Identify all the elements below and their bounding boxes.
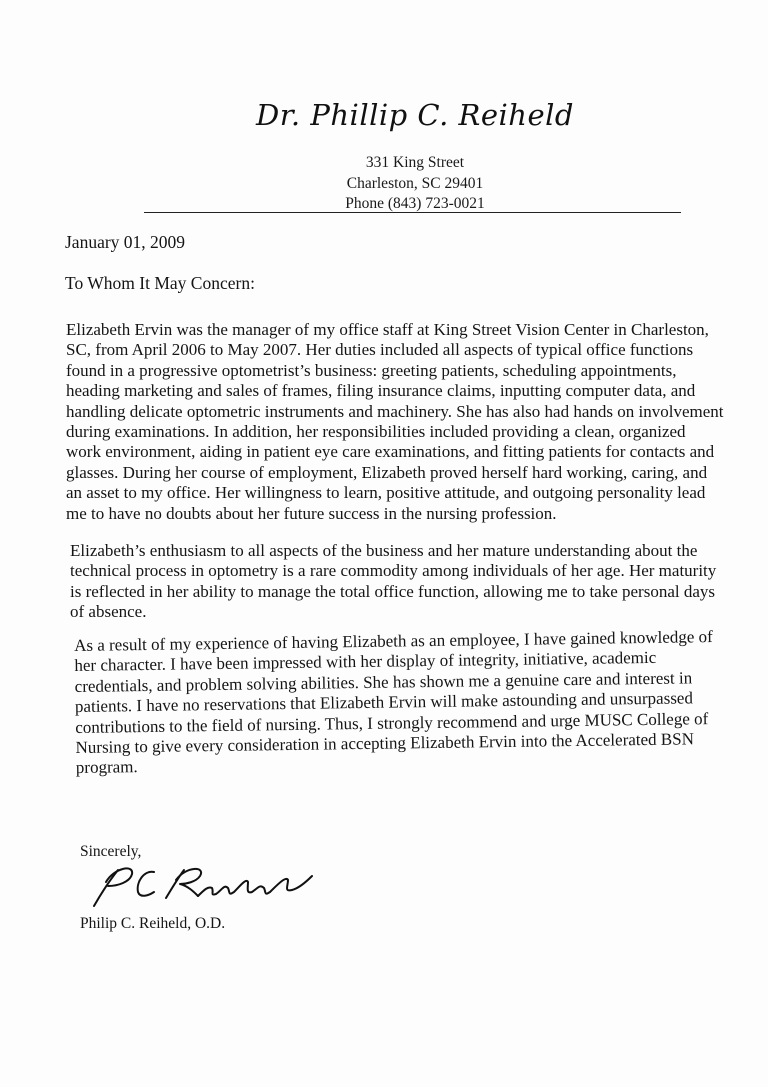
salutation: To Whom It May Concern: — [65, 273, 255, 293]
signer-name: Philip C. Reiheld, O.D. — [80, 915, 226, 932]
closing: Sincerely, — [80, 843, 142, 860]
paragraph-line: patients. I have no reservations that Elizabeth Ervin will make astounding and unsurpassed — [74, 688, 694, 717]
paragraph-line: of absence. — [70, 602, 147, 622]
letterhead-street: 331 King Street — [365, 154, 465, 171]
letterhead-phone: Phone (843) 723-0021 — [345, 195, 485, 212]
paragraph-line: her character. I have been impressed with her display of integrity, initiative, academic — [74, 648, 657, 676]
paragraph-line: As a result of my experience of having Elizabeth as an employee, I have gained knowledge of — [74, 627, 713, 655]
paragraph-line: found in a progressive optometrist’s business: greeting patients, scheduling appointments, — [66, 360, 677, 380]
paragraph-line: program. — [75, 757, 138, 778]
handwritten-signature — [88, 862, 323, 910]
letter-date: January 01, 2009 — [65, 232, 186, 252]
paragraph-line: contributions to the field of nursing. Thus, I strongly recommend and urge MUSC College of — [75, 708, 709, 737]
body-paragraph-2 — [70, 541, 716, 623]
paragraph-line: during examinations. In addition, her responsibilities included providing a clean, organized — [66, 422, 686, 442]
paragraph-line: me to have no doubts about her future success in the nursing profession. — [66, 503, 557, 523]
paragraph-line: technical process in optometry is a rare commodity among individuals of her age. Her maturity — [70, 561, 717, 581]
paragraph-line: SC, from April 2006 to May 2007. Her duties included all aspects of typical office functions — [66, 340, 694, 360]
body-paragraph-1 — [66, 320, 724, 524]
paragraph-line: is reflected in her ability to manage the total office function, allowing me to take personal days — [70, 581, 716, 601]
body-paragraph-3 — [74, 627, 715, 779]
paragraph-line: handling delicate optometric instruments and machinery. She has also had hands on involvement — [66, 401, 724, 421]
paragraph-line: heading marketing and sales of frames, filing insurance claims, inputting computer data, and — [66, 381, 696, 401]
paragraph-line: Elizabeth Ervin was the manager of my office staff at King Street Vision Center in Charleston, — [66, 320, 709, 339]
letterhead-name: Dr. Phillip C. Reiheld — [256, 98, 574, 132]
paragraph-line: Elizabeth’s enthusiasm to all aspects of the business and her mature understanding about the — [70, 541, 698, 560]
paragraph-line: glasses. During her course of employment, Elizabeth proved herself hard working, caring, and — [66, 462, 708, 482]
paragraph-line: Nursing to give every consideration in accepting Elizabeth Ervin into the Accelerated BSN — [75, 729, 695, 758]
paragraph-line: an asset to my office. Her willingness to learn, positive attitude, and outgoing personality lead — [66, 483, 706, 503]
letterhead-divider — [144, 212, 681, 213]
paragraph-line: credentials, and problem solving abilities. She has shown me a genuine care and interest in — [74, 668, 693, 696]
letterhead-city: Charleston, SC 29401 — [346, 175, 484, 192]
paragraph-line: work environment, aiding in patient eye care examinations, and fitting patients for contacts and — [66, 442, 715, 462]
